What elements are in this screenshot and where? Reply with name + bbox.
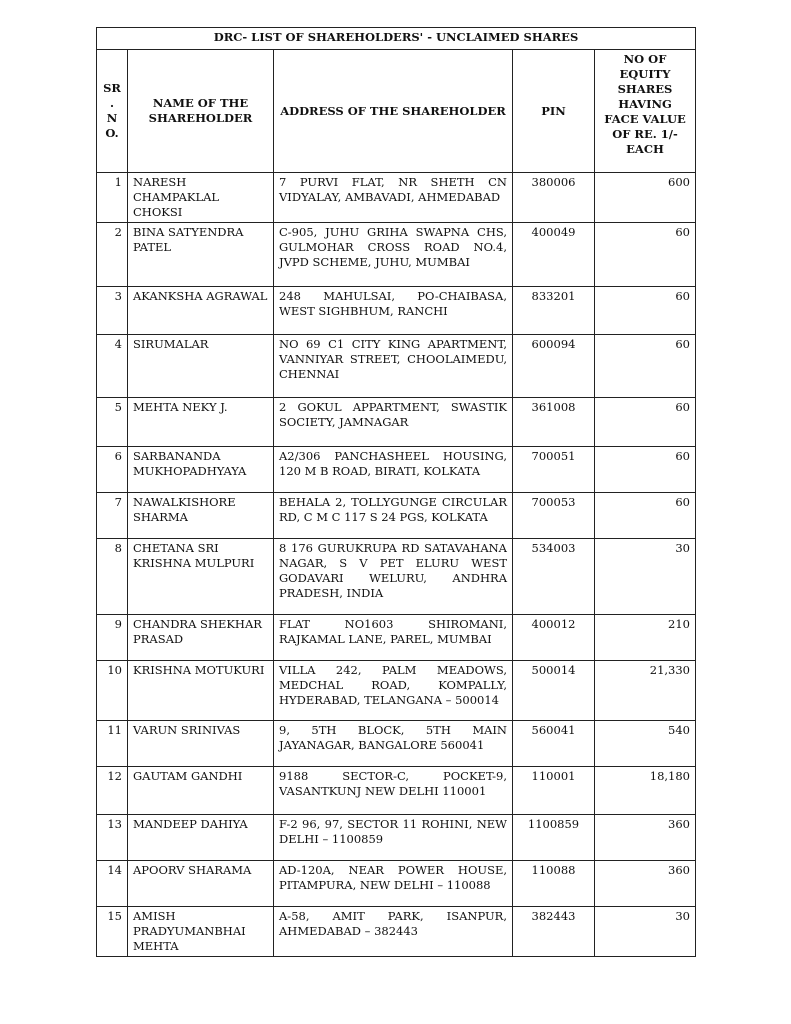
cell-address: 248 MAHULSAI, PO-CHAIBASA, WEST SIGHBHUM, RANCHI <box>274 287 513 335</box>
table-row <box>97 173 696 223</box>
cell-sr: 8 <box>97 539 128 615</box>
cell-shares: 60 <box>595 398 696 447</box>
cell-sr: 6 <box>97 447 128 493</box>
cell-sr: 11 <box>97 721 128 767</box>
cell-shares: 60 <box>595 335 696 398</box>
table-row <box>97 661 696 721</box>
header-shares: NO OF EQUITY SHARES HAVING FACE VALUE OF RE. 1/- EACH <box>595 50 696 173</box>
cell-shares: 540 <box>595 721 696 767</box>
cell-name: APOORV SHARAMA <box>128 861 274 907</box>
table-row <box>97 907 696 957</box>
cell-name: AKANKSHA AGRAWAL <box>128 287 274 335</box>
cell-shares: 360 <box>595 815 696 861</box>
cell-address: C-905, JUHU GRIHA SWAPNA CHS, GULMOHAR CROSS ROAD NO.4, JVPD SCHEME, JUHU, MUMBAI <box>274 223 513 287</box>
cell-name: CHETANA SRI KRISHNA MULPURI <box>128 539 274 615</box>
cell-name: MEHTA NEKY J. <box>128 398 274 447</box>
cell-address: 9, 5TH BLOCK, 5TH MAIN JAYANAGAR, BANGALORE 560041 <box>274 721 513 767</box>
cell-pin: 700051 <box>513 447 595 493</box>
table-row <box>97 767 696 815</box>
cell-sr: 9 <box>97 615 128 661</box>
cell-sr: 3 <box>97 287 128 335</box>
cell-pin: 382443 <box>513 907 595 957</box>
cell-pin: 1100859 <box>513 815 595 861</box>
cell-address: FLAT NO1603 SHIROMANI, RAJKAMAL LANE, PAREL, MUMBAI <box>274 615 513 661</box>
table-row <box>97 398 696 447</box>
cell-address: F-2 96, 97, SECTOR 11 ROHINI, NEW DELHI – 1100859 <box>274 815 513 861</box>
cell-sr: 7 <box>97 493 128 539</box>
shareholders-table <box>96 27 696 957</box>
cell-pin: 600094 <box>513 335 595 398</box>
cell-address: 9188 SECTOR-C, POCKET-9, VASANTKUNJ NEW DELHI 110001 <box>274 767 513 815</box>
cell-pin: 534003 <box>513 539 595 615</box>
cell-sr: 12 <box>97 767 128 815</box>
table-row <box>97 223 696 287</box>
table-row <box>97 447 696 493</box>
table-row <box>97 815 696 861</box>
cell-address: NO 69 C1 CITY KING APARTMENT, VANNIYAR STREET, CHOOLAIMEDU, CHENNAI <box>274 335 513 398</box>
cell-address: BEHALA 2, TOLLYGUNGE CIRCULAR RD, C M C 117 S 24 PGS, KOLKATA <box>274 493 513 539</box>
cell-name: SIRUMALAR <box>128 335 274 398</box>
cell-shares: 18,180 <box>595 767 696 815</box>
cell-pin: 500014 <box>513 661 595 721</box>
cell-name: KRISHNA MOTUKURI <box>128 661 274 721</box>
cell-address: A2/306 PANCHASHEEL HOUSING, 120 M B ROAD, BIRATI, KOLKATA <box>274 447 513 493</box>
table-row <box>97 287 696 335</box>
cell-sr: 1 <box>97 173 128 223</box>
cell-name: MANDEEP DAHIYA <box>128 815 274 861</box>
cell-name: CHANDRA SHEKHAR PRASAD <box>128 615 274 661</box>
cell-sr: 13 <box>97 815 128 861</box>
cell-name: GAUTAM GANDHI <box>128 767 274 815</box>
cell-pin: 110088 <box>513 861 595 907</box>
cell-pin: 110001 <box>513 767 595 815</box>
cell-name: NAWALKISHORE SHARMA <box>128 493 274 539</box>
cell-pin: 560041 <box>513 721 595 767</box>
cell-shares: 30 <box>595 907 696 957</box>
cell-sr: 15 <box>97 907 128 957</box>
header-pin: PIN <box>513 50 595 173</box>
cell-shares: 60 <box>595 493 696 539</box>
cell-shares: 60 <box>595 287 696 335</box>
cell-name: VARUN SRINIVAS <box>128 721 274 767</box>
cell-name: AMISH PRADYUMANBHAI MEHTA <box>128 907 274 957</box>
table-row <box>97 615 696 661</box>
cell-address: 2 GOKUL APPARTMENT, SWASTIK SOCIETY, JAMNAGAR <box>274 398 513 447</box>
cell-name: BINA SATYENDRA PATEL <box>128 223 274 287</box>
cell-shares: 60 <box>595 447 696 493</box>
table-row <box>97 861 696 907</box>
cell-sr: 2 <box>97 223 128 287</box>
header-name: NAME OF THE SHAREHOLDER <box>128 50 274 173</box>
cell-shares: 30 <box>595 539 696 615</box>
cell-address: A-58, AMIT PARK, ISANPUR, AHMEDABAD – 382443 <box>274 907 513 957</box>
cell-address: 8 176 GURUKRUPA RD SATAVAHANA NAGAR, S V PET ELURU WEST GODAVARI WELURU, ANDHRA PRADESH, INDIA <box>274 539 513 615</box>
table-row <box>97 539 696 615</box>
cell-shares: 21,330 <box>595 661 696 721</box>
cell-pin: 380006 <box>513 173 595 223</box>
cell-name: NARESH CHAMPAKLAL CHOKSI <box>128 173 274 223</box>
cell-pin: 833201 <box>513 287 595 335</box>
table-row <box>97 493 696 539</box>
cell-sr: 4 <box>97 335 128 398</box>
cell-shares: 600 <box>595 173 696 223</box>
cell-shares: 360 <box>595 861 696 907</box>
cell-sr: 14 <box>97 861 128 907</box>
cell-shares: 60 <box>595 223 696 287</box>
cell-sr: 10 <box>97 661 128 721</box>
table-title: DRC- LIST OF SHAREHOLDERS' - UNCLAIMED SHARES <box>97 28 696 50</box>
cell-address: AD-120A, NEAR POWER HOUSE, PITAMPURA, NEW DELHI – 110088 <box>274 861 513 907</box>
cell-pin: 700053 <box>513 493 595 539</box>
cell-address: 7 PURVI FLAT, NR SHETH CN VIDYALAY, AMBAVADI, AHMEDABAD <box>274 173 513 223</box>
cell-address: VILLA 242, PALM MEADOWS, MEDCHAL ROAD, KOMPALLY, HYDERABAD, TELANGANA – 500014 <box>274 661 513 721</box>
cell-pin: 400012 <box>513 615 595 661</box>
table-row <box>97 335 696 398</box>
cell-pin: 361008 <box>513 398 595 447</box>
table-row <box>97 721 696 767</box>
header-address: ADDRESS OF THE SHAREHOLDER <box>274 50 513 173</box>
cell-name: SARBANANDA MUKHOPADHYAYA <box>128 447 274 493</box>
cell-pin: 400049 <box>513 223 595 287</box>
cell-sr: 5 <box>97 398 128 447</box>
cell-shares: 210 <box>595 615 696 661</box>
header-sr-no: SR. NO. <box>97 50 128 173</box>
